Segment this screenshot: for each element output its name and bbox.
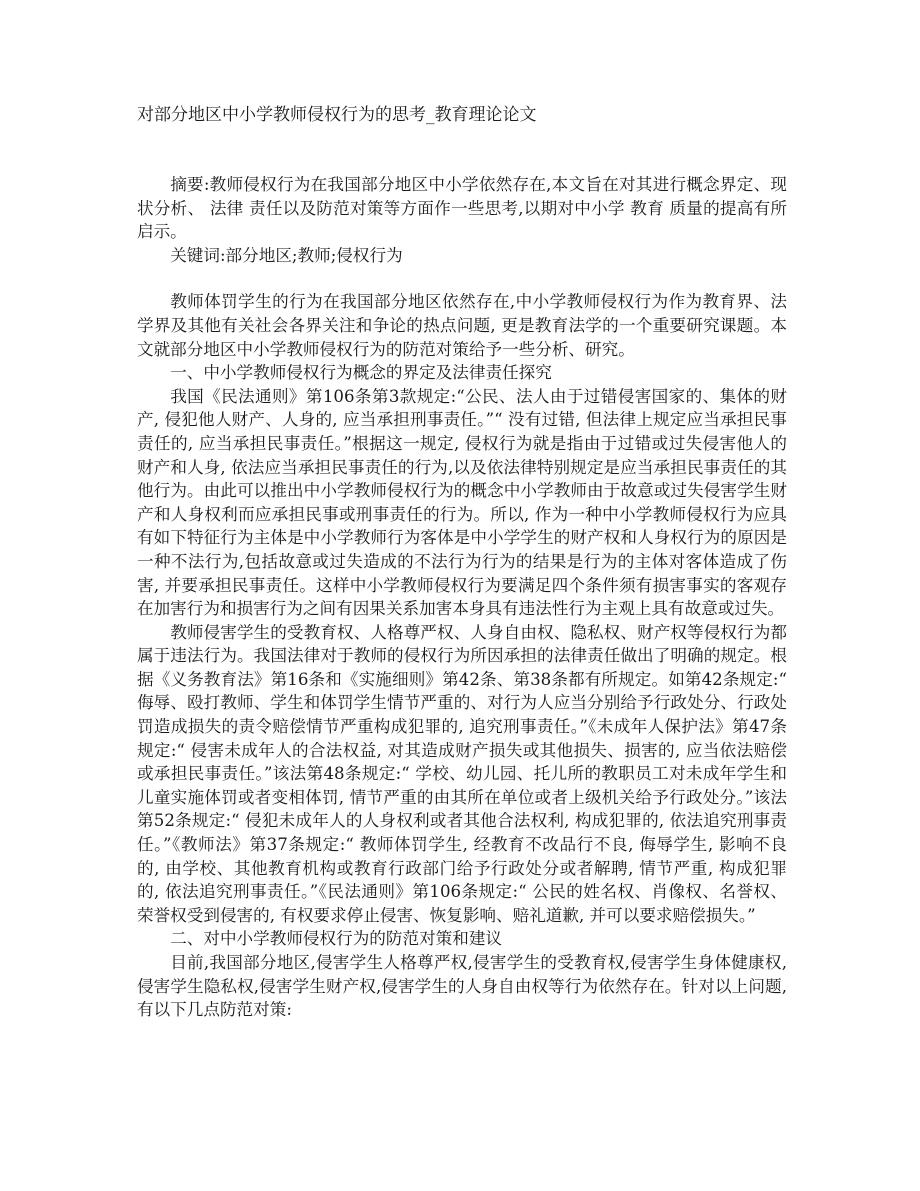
body-paragraph: 我国《民法通则》第106条第3款规定:“公民、法人由于过错侵害国家的、集体的财产, 侵犯他人财产、人身的, 应当承担刑事责任。”“ 没有过错, 但法律上规定应当承担民事责任的, 应当承担民事责任。”根据这一规定, 侵权行为就是指由于过错或过失侵害他人的财产和人身, 依法应当承担民事责任的行为,以及依法律特别规定是应当承担民事责任的其他行为。由此可以推出中小学教师侵权行为的概念中小学教师由于故意或过失侵害学生财产和人身权利而应承担民事或刑事责任的行为。所以, 作为一种中小学教师侵权行为应具有如下特征行为主体是中小学教师行为客体是中小学学生的财产权和人身权行为的原因是一种不法行为,包括故意或过失造成的不法行为行为的结果是行为的主体对客体造成了伤害, 并要承担民事责任。这样中小学教师侵权行为要满足四个条件须有损害事实的客观存在加害行为和损害行为之间有因果关系加害本身具有违法性行为主观上具有故意或过失。 xyxy=(137,386,787,619)
document-title: 对部分地区中小学教师侵权行为的思考_教育理论论文 xyxy=(137,105,537,125)
body-paragraph: 教师侵害学生的受教育权、人格尊严权、人身自由权、隐私权、财产权等侵权行为都属于违法行为。我国法律对于教师的侵权行为所因承担的法律责任做出了明确的规定。根据《义务教育法》第16条和《实施细则》第42条、第38条都有所规定。如第42条规定:“ 侮辱、殴打教师、学生和体罚学生情节严重的、对行为人应当分别给予行政处分、行政处罚造成损失的责令赔偿情节严重构成犯罪的, 追究刑事责任。”《未成年人保护法》第47条规定:“ 侵害未成年人的合法权益, 对其造成财产损失或其他损失、损害的, 应当依法赔偿或承担民事责任。”该法第48条规定:“ 学校、幼儿园、托儿所的教职员工对未成年学生和儿童实施体罚或者变相体罚, 情节严重的由其所在单位或者上级机关给予行政处分。”该法第52条规定:“ 侵犯未成年人的人身权利或者其他合法权利, 构成犯罪的, 依法追究刑事责任。”《教师法》第37条规定:“ 教师体罚学生, 经教育不改品行不良, 侮辱学生, 影响不良的, 由学校、其他教育机构或教育行政部门给予行政处分或者解聘, 情节严重, 构成犯罪的, 依法追究刑事责任。”《民法通则》第106条规定:“ 公民的姓名权、肖像权、名誉权、荣誉权受到侵害的, 有权要求停止侵害、恢复影响、赔礼道歉, 并可以要求赔偿损失。” xyxy=(137,622,787,925)
intro-paragraph: 教师体罚学生的行为在我国部分地区依然存在,中小学教师侵权行为作为教育界、法学界及其他有关社会各界关注和争论的热点问题, 更是教育法学的一个重要研究课题。本文就部分地区中小学教师侵权行为的防范对策给予一些分析、研究。 xyxy=(137,292,787,359)
section-heading-2: 二、对中小学教师侵权行为的防范对策和建议 xyxy=(170,929,503,949)
section-heading-1: 一、中小学教师侵权行为概念的界定及法律责任探究 xyxy=(170,363,552,383)
body-paragraph: 目前,我国部分地区,侵害学生人格尊严权,侵害学生的受教育权,侵害学生身体健康权,侵害学生隐私权,侵害学生财产权,侵害学生的人身自由权等行为依然存在。针对以上问题,有以下几点防范对策: xyxy=(137,953,787,1020)
abstract-paragraph: 摘要:教师侵权行为在我国部分地区中小学依然存在,本文旨在对其进行概念界定、现状分析、 法律 责任以及防范对策等方面作一些思考,以期对中小学 教育 质量的提高有所启示。 xyxy=(137,175,787,242)
document-body xyxy=(137,173,787,1022)
keywords-paragraph: 关键词:部分地区;教师;侵权行为 xyxy=(170,245,403,265)
